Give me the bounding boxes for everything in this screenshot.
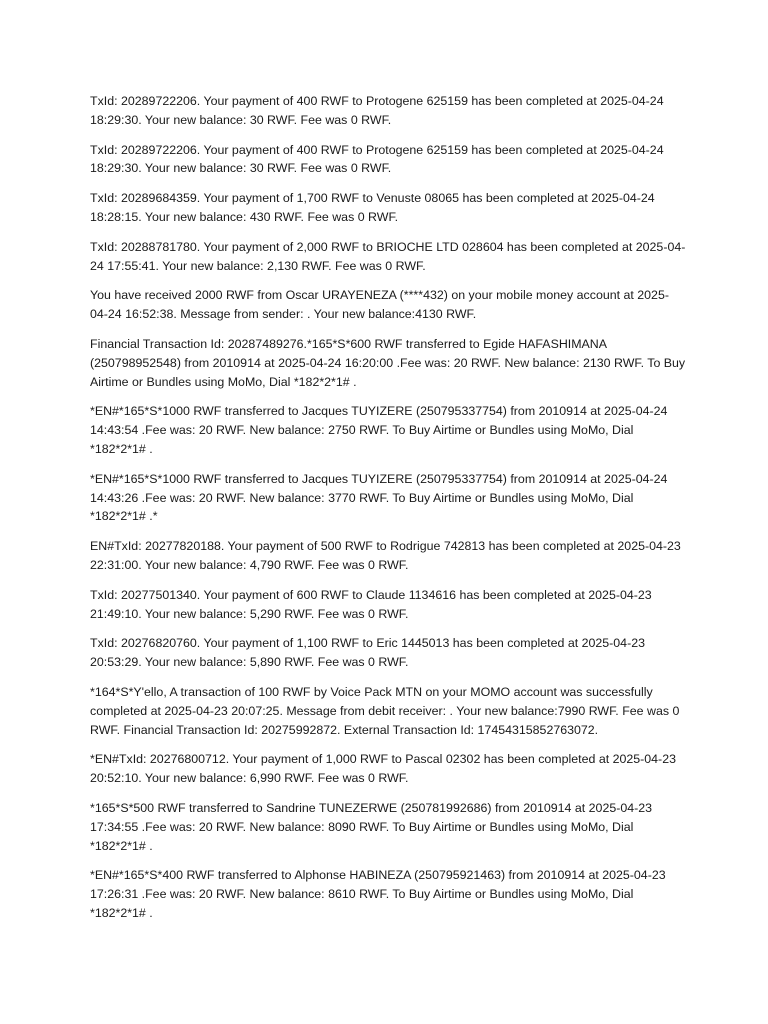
paragraph-9: EN#TxId: 20277820188. Your payment of 500 RWF to Rodrigue 742813 has been completed at 2025-04-23 22:31:00. Your new balance: 4,790 RWF. Fee was 0 RWF.: [90, 539, 681, 572]
paragraph-13: *EN#TxId: 20276800712. Your payment of 1,000 RWF to Pascal 02302 has been completed at 2025-04-23 20:52:10. Your new balance: 6,990 RWF. Fee was 0 RWF.: [90, 752, 676, 786]
paragraph-12: *164*S*Y'ello, A transaction of 100 RWF by Voice Pack MTN on your MOMO account was successfully completed at 2025-04-23 20:07:25. Message from debit receiver: . Your new balance:7990 RWF. Fee was 0 RWF. Financial Transaction Id: 20275992872. External Transaction Id: 17454315852763072.: [90, 684, 680, 737]
paragraph-14: *165*S*500 RWF transferred to Sandrine TUNEZERWE (250781992686) from 2010914 at 2025-04-23 17:34:55 .Fee was: 20 RWF. New balance: 8090 RWF. To Buy Airtime or Bundles using MoMo, Dial *182*2*1# .: [90, 800, 653, 853]
paragraph-10: TxId: 20277501340. Your payment of 600 RWF to Claude 1134616 has been completed at 2025-04-23 21:49:10. Your new balance: 5,290 RWF. Fee was 0 RWF.: [90, 587, 652, 621]
paragraph-4: TxId: 20288781780. Your payment of 2,000 RWF to BRIOCHE LTD 028604 has been completed at 2025-04-24 17:55:41. Your new balance: 2,130 RWF. Fee was 0 RWF.: [90, 239, 686, 273]
paragraph-3: TxId: 20289684359. Your payment of 1,700 RWF to Venuste 08065 has been completed at 2025-04-24 18:28:15. Your new balance: 430 RWF. Fee was 0 RWF.: [90, 191, 655, 224]
paragraph-7: *EN#*165*S*1000 RWF transferred to Jacques TUYIZERE (250795337754) from 2010914 at 2025-04-24 14:43:54 .Fee was: 20 RWF. New balance: 2750 RWF. To Buy Airtime or Bundles using MoMo, Dial *182*2*1# .: [90, 404, 668, 456]
paragraph-6: Financial Transaction Id: 20287489276.*165*S*600 RWF transferred to Egide HAFASHIMANA (250798952548) from 2010914 at 2025-04-24 16:20:00 .Fee was: 20 RWF. New balance: 2130 RWF. To Buy Airtime or Bundles using MoMo, Dial *182*2*1# .: [90, 336, 686, 389]
paragraph-5: You have received 2000 RWF from Oscar URAYENEZA (****432) on your mobile money account at 2025-04-24 16:52:38. Message from sender: . Your new balance:4130 RWF.: [90, 288, 669, 322]
paragraph-15: *EN#*165*S*400 RWF transferred to Alphonse HABINEZA (250795921463) from 2010914 at 2025-04-23 17:26:31 .Fee was: 20 RWF. New balance: 8610 RWF. To Buy Airtime or Bundles using MoMo, Dial *182*2*1# .: [90, 868, 666, 920]
paragraph-8: *EN#*165*S*1000 RWF transferred to Jacques TUYIZERE (250795337754) from 2010914 at 2025-04-24 14:43:26 .Fee was: 20 RWF. New balance: 3770 RWF. To Buy Airtime or Bundles using MoMo, Dial *182*2*1# .*: [90, 471, 668, 524]
paragraph-1: TxId: 20289722206. Your payment of 400 RWF to Protogene 625159 has been completed at 2025-04-24 18:29:30. Your new balance: 30 RWF. Fee was 0 RWF.: [90, 94, 664, 127]
paragraph-11: TxId: 20276820760. Your payment of 1,100 RWF to Eric 1445013 has been completed at 2025-04-23 20:53:29. Your new balance: 5,890 RWF. Fee was 0 RWF.: [90, 636, 645, 670]
paragraph-2: TxId: 20289722206. Your payment of 400 RWF to Protogene 625159 has been completed at 2025-04-24 18:29:30. Your new balance: 30 RWF. Fee was 0 RWF.: [90, 142, 664, 176]
document-body: [90, 92, 686, 934]
